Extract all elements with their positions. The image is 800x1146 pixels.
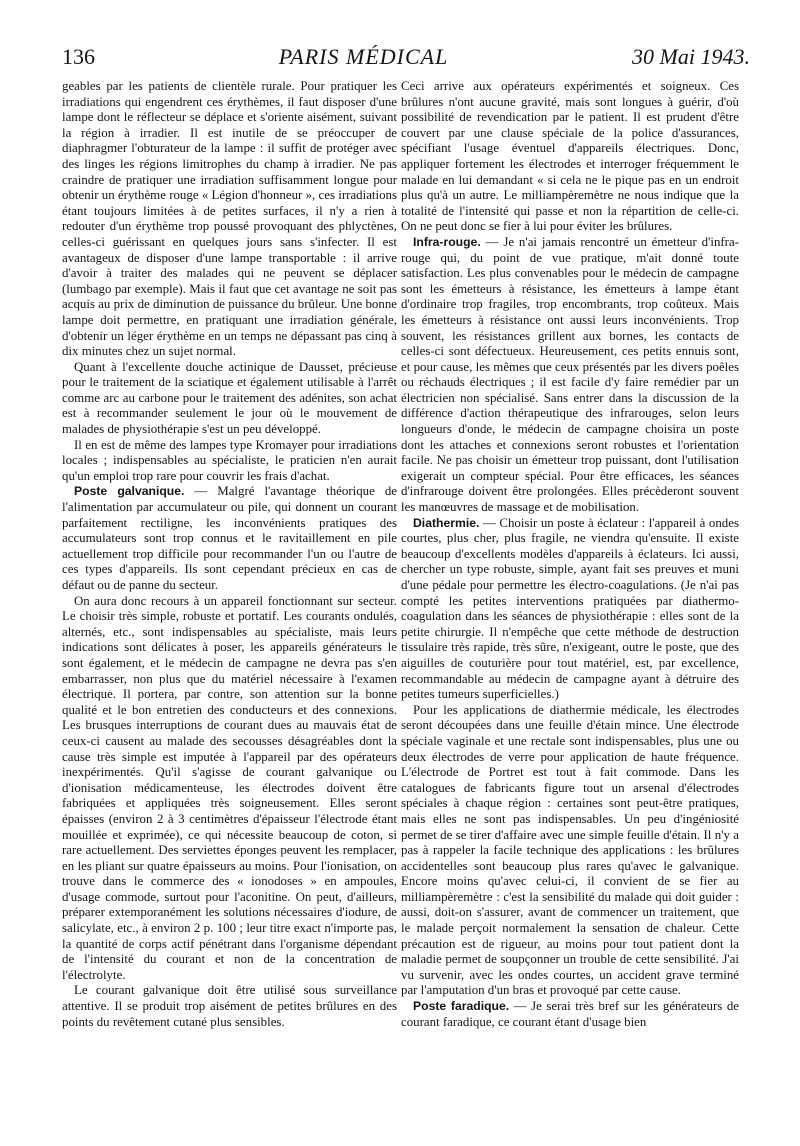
section-heading: Diathermie. (413, 515, 480, 530)
paragraph-text: — Je n'ai jamais rencontré un émetteur d'infra-rouge qui, du point de vue pratique, m'ait donné toute satisfaction. Les plus convenables pour le médecin de campagne sont les émetteurs à résistance, les émetteurs à lampe étant d'ordinaire trop fragiles, trop encombrants, trop coûteux. Mais les émetteurs à résistance ont aussi leurs inconvénients. Trop souvent, les résistances grillent aux bornes, les contacts de celles-ci sont défectueux. Heureusement, ces petits ennuis sont, et pour cause, les mêmes que ceux présentés par les divers poêles ou réchauds électriques ; il est facile d'y faire remédier par un électricien non spécialisé. Sans entrer dans la discussion de la différence d'action thérapeutique des infrarouges, selon leurs longueurs d'onde, le médecin de campagne choisira un poste dont les attaches et connexions seront robustes et l'orientation facile. Ne pas choisir un émetteur trop puissant, dont l'utilisation exigerait un compteur spécial. Pour être efficaces, les séances d'infrarouge doivent être prolongées. Elles précèderont souvent les manœuvres de massage et de mobilisation. (401, 234, 739, 515)
right-column (401, 79, 739, 1030)
paragraph: On aura donc recours à un appareil fonctionnant sur secteur. Le choisir très simple, robuste et portatif. Les courants ondulés, alternés, etc., sont indispensables au spécialiste, mais leurs indications sont délicates à poser, les appareils générateurs le sont également, et le médecin de campagne ne devra pas s'en embarrasser, non plus que du matériel nécessaire à l'examen électrique. Il portera, par contre, son attention sur la bonne qualité et le bon entretien des conducteurs et des connexions. Les brusques interruptions de courant dues au mauvais état de ceux-ci causent au malade des secousses désagréables dont la cause très simple est imputée à l'appareil par des opérateurs inexpérimentés. Qu'il s'agisse de courant galvanique ou d'ionisation médicamenteuse, les électrodes doivent être fabriquées et appliquées très soigneusement. Elles seront épaisses (environ 2 à 3 centimètres d'épaisseur l'électrode étant mouillée et exprimée), ce qui nécessite beaucoup de coton, si rare actuellement. Des serviettes éponges peuvent les remplacer, en les pliant sur quatre épaisseurs au moins. Pour l'ionisation, on trouve dans le commerce des « ionodoses » en ampoules, d'usage commode, surtout pour l'aconitine. On peut, d'ailleurs, préparer extemporanément les solutions nécessaires d'iodure, de salicylate, etc., à environ 2 p. 100 ; leur titre exact n'importe pas, la quantité de corps actif pénétrant dans l'organisme dépendant de l'intensité du courant et non de la concentration de l'électrolyte. (62, 593, 397, 982)
paragraph: Pour les applications de diathermie médicale, les électrodes seront découpées dans une feuille d'étain mince. Une électrode spéciale vaginale et une rectale sont indispensables, plus une ou deux électrodes de verre pour application de haute fréquence. L'électrode de Portret est tout à fait commode. Dans les catalogues de fabricants figure tout un arsenal d'électrodes spéciales à chaque région : certaines sont peut-être pratiques, mais elles ne sont pas indispensables. Un peu d'ingéniosité permet de se tirer d'affaire avec une simple feuille d'étain. Il n'y a pas à rappeler la facile technique des applications : les brûlures accidentelles sont beaucoup plus rares qu'avec le galvanique. Encore moins qu'avec celui-ci, il convient de se fier au milliampèremètre : c'est la sensibilité du malade qui doit guider : aussi, doit-on s'assurer, avant de commencer un traitement, que le malade perçoit normalement la sensation de chaleur. Cette précaution est de rigueur, au moins pour tout patient dont la maladie permet de soupçonner un trouble de cette sensibilité. J'ai vu survenir, avec les ondes courtes, un accident grave terminé par l'amputation d'un bras et provoqué par cette cause. (401, 702, 739, 998)
section-heading: Poste faradique. (413, 999, 510, 1014)
paragraph: Il en est de même des lampes type Kromayer pour irradiations locales ; indispensables au spécialiste, le praticien n'en aurait qu'un emploi trop rare pour couvrir les frais d'achat. (62, 437, 397, 483)
running-header (62, 44, 750, 74)
paragraph-text: — Choisir un poste à éclateur : l'appareil à ondes courtes, plus cher, plus fragile, ne viendra qu'ensuite. Il existe beaucoup d'excellents modèles d'appareils à éclateurs. Ici aussi, chercher un type robuste, simple, ayant fait ses preuves et muni d'une pédale pour permettre les électro-coagulations. (Je n'ai pas compté les petites interventions pratiquées par diathermo-coagulation dans les séances de physiothérapie : elles sont de la petite chirurgie. Il n'empêche que cette méthode de destruction tissulaire très rapide, très sûre, n'exigeant, outre le poste, que des aiguilles de couturière pour tout matériel, est, par excellence, recommandable au médecin de campagne ayant à détruire des petites tumeurs superficielles.) (401, 515, 739, 702)
issue-date: 30 Mai 1943. (632, 44, 750, 69)
paragraph-section-infra-rouge (401, 235, 739, 516)
paragraph-section-galvanique (62, 484, 397, 593)
journal-title: PARIS MÉDICAL (278, 44, 449, 69)
paragraph: Le courant galvanique doit être utilisé sous surveillance attentive. Il se produit trop aisément de petites brûlures en des points du revêtement cutané plus sensibles. (62, 983, 397, 1029)
page-number: 136 (62, 44, 95, 69)
left-column (62, 79, 397, 1030)
paragraph: geables par les patients de clientèle rurale. Pour pratiquer les irradiations qui engendrent ces érythèmes, il faut disposer d'une lampe dont le réflecteur se déplace et s'oriente aisément, suivant la région à irradier. Il est inutile de se préoccuper de diaphragmer l'obturateur de la lampe : il suffit de protéger avec des linges les régions limitrophes du champ à irradier. Ne pas craindre de pratiquer une irradiation suffisamment longue pour obtenir un érythème rouge « Légion d'honneur », ces irradiations étant toujours limitées à de petites surfaces, il n'y a rien à redouter d'un érythème trop poussé provoquant des phlyctènes, celles-ci guérissant en quelques jours sans s'infecter. Il est avantageux de disposer d'une lampe transportable : il arrive d'avoir à traiter des malades qui ne peuvent se déplacer (lumbago par exemple). Mais il faut que cet avantage ne soit pas acquis au prix de diminution de puissance du brûleur. Une bonne lampe doit permettre, en pratiquant une irradiation générale, d'obtenir un léger érythème en un temps ne dépassant pas cinq à dix minutes chez un sujet normal. (62, 79, 397, 359)
paragraph-section-faradique (401, 999, 739, 1030)
paragraph-text: — Je serai très bref sur les générateurs de courant faradique, ce courant étant d'usage bien (401, 999, 739, 1029)
paragraph-section-diathermie (401, 516, 739, 703)
paragraph: Quant à l'excellente douche actinique de Dausset, précieuse pour le traitement de la sciatique et également utilisable à l'arrêt comme arc au carbone pour le traitement des adénites, son achat est à recommander seulement le jour où le mouvement de malades de physiothérapie s'est un peu développé. (62, 359, 397, 437)
section-heading: Poste galvanique. (74, 484, 185, 499)
paragraph-text: — Malgré l'avantage théorique de l'alimentation par accumulateur ou pile, qui donnent un courant parfaitement rectiligne, les inconvénients pratiques des accumulateurs sont trop connus et le ravitaillement en pile actuellement trop difficile pour recommander l'un ou l'autre de ces types d'appareils. Ils sont cependant précieux en cas de défaut ou de panne du secteur. (62, 484, 397, 592)
paragraph: Ceci arrive aux opérateurs expérimentés et soigneux. Ces brûlures n'ont aucune gravité, mais sont longues à guérir, d'où possibilité de revendication par le patient. Il est prudent d'être couvert par une clause spéciale de la police d'assurances, spécifiant l'usage éventuel d'appareils électriques. Donc, appliquer fortement les électrodes et interroger fréquemment le malade en lui demandant « si cela ne le pique pas en un endroit plus qu'à un autre. Le milliampèremètre ne nous indique que la totalité de l'intensité qui passe et non la répartition de celle-ci. On ne peut donc se fier à lui pour éviter les brûlures. (401, 79, 739, 234)
section-heading: Infra-rouge. (413, 234, 481, 249)
